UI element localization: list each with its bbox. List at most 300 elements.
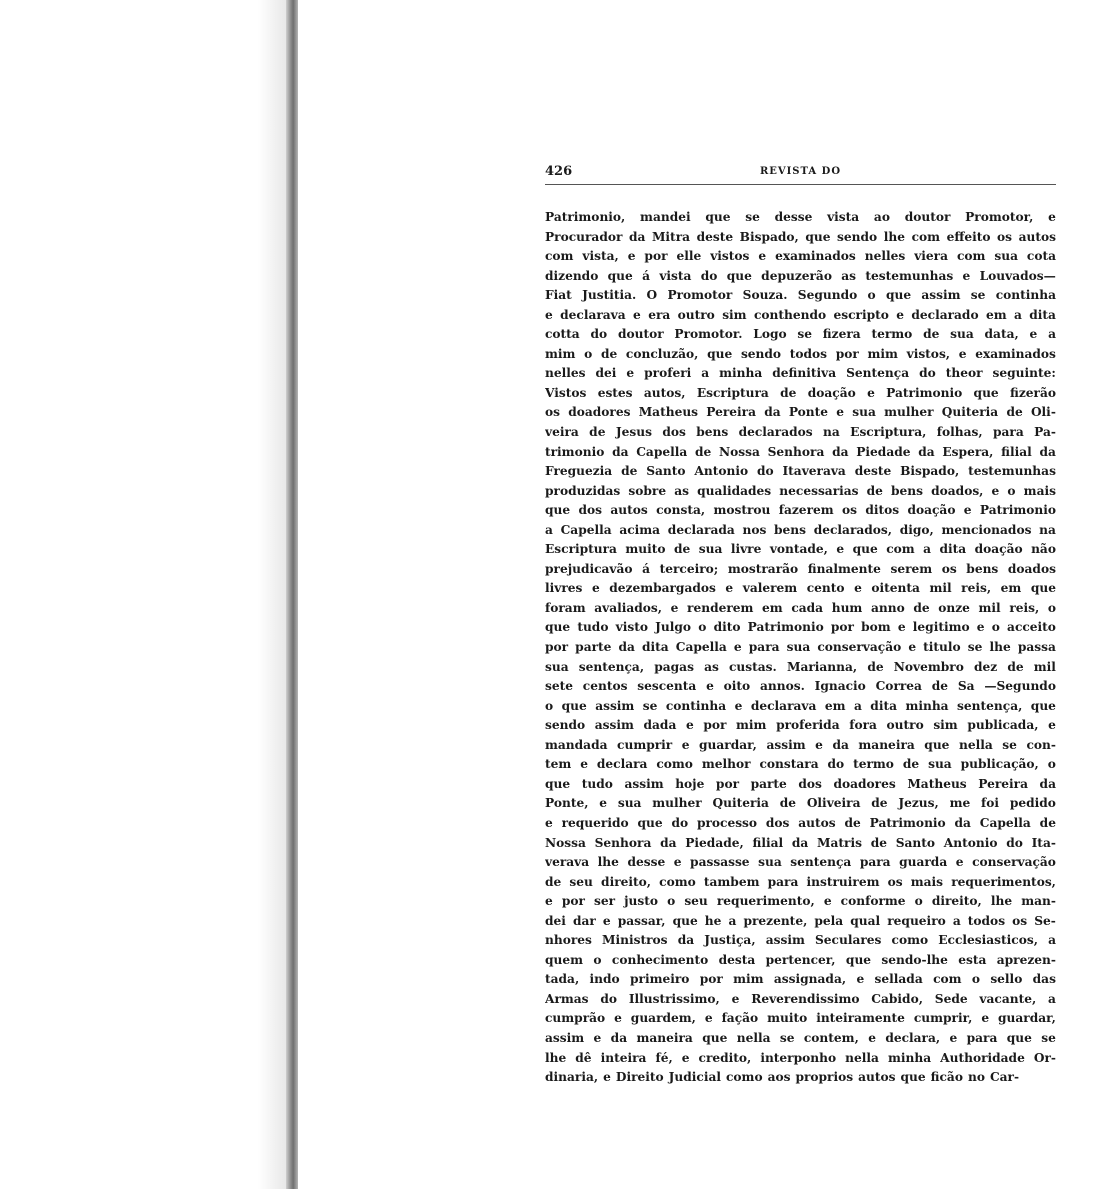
word: sua	[617, 796, 642, 811]
text-line	[545, 521, 1056, 541]
word: por	[699, 972, 723, 987]
text-line	[545, 560, 1056, 580]
word: cotta	[545, 327, 580, 342]
word: foi	[981, 796, 1000, 811]
word: e	[836, 542, 845, 557]
word: seu	[569, 874, 593, 889]
page	[545, 164, 1056, 1088]
word: doadores	[568, 405, 631, 420]
word: e	[627, 249, 636, 264]
word: annos.	[759, 679, 805, 694]
word: como	[726, 1070, 763, 1085]
word: definitiva	[772, 366, 837, 381]
word: todos	[967, 913, 1006, 928]
word: melhor	[701, 757, 751, 772]
word: a	[1048, 991, 1056, 1006]
text-line	[545, 736, 1056, 756]
word: filial	[752, 835, 784, 850]
word: muito	[767, 1011, 808, 1026]
word: autos	[610, 503, 648, 518]
word: dos	[798, 776, 822, 791]
word: dos	[765, 815, 790, 830]
word: Armas	[545, 991, 589, 1006]
word: elle	[676, 249, 702, 264]
word: conservação	[817, 640, 902, 655]
word: de	[694, 444, 712, 459]
word: assim	[766, 737, 806, 752]
word: os	[545, 405, 560, 420]
word: doados,	[931, 483, 984, 498]
word: continha	[665, 698, 727, 713]
word: e	[1048, 718, 1056, 733]
word: Direito	[615, 1070, 664, 1085]
word: nos	[742, 522, 767, 537]
word: como	[656, 757, 693, 772]
word: de	[902, 757, 920, 772]
word: declarado	[911, 307, 979, 322]
word: conforme	[840, 894, 906, 909]
word: Promotor.	[674, 327, 743, 342]
word: da	[1039, 776, 1056, 791]
word: esta	[958, 952, 987, 967]
word: declara,	[885, 1030, 941, 1045]
word: foram	[545, 600, 586, 615]
word: fizerão	[1010, 385, 1056, 400]
word: —Segundo	[984, 679, 1056, 694]
word: Ita-	[1031, 835, 1056, 850]
word: inteira	[600, 1050, 647, 1065]
word: doutor	[617, 327, 664, 342]
word: mim	[736, 718, 767, 733]
word: assim	[765, 933, 805, 948]
word: e	[962, 268, 971, 283]
word: nella	[736, 1030, 771, 1045]
word: e	[949, 1030, 958, 1045]
text-line	[545, 658, 1056, 678]
word: vacante,	[979, 991, 1037, 1006]
word: sua	[758, 855, 782, 870]
word: Ecclesiasticos,	[938, 933, 1038, 948]
word: dê	[575, 1050, 592, 1065]
word: aprezen-	[996, 952, 1056, 967]
text-line	[545, 892, 1056, 912]
word: mil	[929, 581, 952, 596]
word: renderem	[687, 600, 754, 615]
word: que	[805, 229, 831, 244]
word: dita	[642, 640, 669, 655]
word: o	[667, 894, 676, 909]
word: á	[642, 561, 651, 576]
word: das	[1032, 972, 1056, 987]
word: ficão	[930, 1070, 963, 1085]
word: Escriptura,	[850, 425, 927, 440]
word: cota	[1026, 249, 1056, 264]
word: tem	[545, 757, 572, 772]
word: Seculares	[815, 933, 882, 948]
text-line	[545, 364, 1056, 384]
word: Capella	[979, 815, 1031, 830]
word: Justitia.	[582, 288, 637, 303]
word: avaliados,	[594, 600, 663, 615]
word: autos	[1018, 229, 1056, 244]
word: escripto	[833, 307, 889, 322]
word: Or-	[1033, 1050, 1056, 1065]
word: se	[745, 210, 760, 224]
word: contem,	[803, 1030, 859, 1045]
word: Nossa	[719, 444, 760, 459]
word: vista,	[582, 249, 619, 264]
word: lhe	[883, 229, 905, 244]
word: e	[681, 737, 690, 752]
word: Sa	[957, 679, 975, 694]
word: sentença,	[957, 698, 1023, 713]
word: O	[646, 288, 658, 303]
text-line	[545, 1029, 1056, 1049]
word: declarados,	[813, 522, 893, 537]
word: Segundo	[797, 288, 858, 303]
word: requeiro	[887, 913, 946, 928]
word: Julgo	[655, 620, 692, 635]
text-line	[545, 638, 1056, 658]
word: na	[823, 425, 840, 440]
word: anno	[870, 600, 905, 615]
word: da	[660, 835, 677, 850]
text-line	[545, 951, 1056, 971]
word: sescenta	[637, 679, 697, 694]
word: Se-	[1034, 913, 1056, 928]
word: reis,	[961, 581, 992, 596]
text-line	[545, 618, 1056, 638]
word: com	[911, 229, 941, 244]
word: fação	[721, 1011, 759, 1026]
word: sendo-lhe	[881, 952, 948, 967]
word: de	[600, 346, 618, 361]
word: se	[1002, 737, 1017, 752]
word: legitimo	[912, 620, 970, 635]
word: e	[955, 855, 964, 870]
word: o	[545, 698, 554, 713]
word: primeiro	[630, 972, 690, 987]
word: e	[856, 972, 865, 987]
word: da	[791, 835, 809, 850]
word: em	[985, 307, 1007, 322]
word: passasse	[690, 855, 750, 870]
word: direito,	[601, 874, 652, 889]
word: a	[1048, 933, 1056, 948]
word: o	[991, 620, 1000, 635]
word: Louvados—	[979, 268, 1056, 283]
word: e	[908, 640, 917, 655]
word: bens	[696, 425, 729, 440]
word: mim	[733, 972, 764, 987]
word: de	[844, 815, 861, 830]
word: de	[870, 835, 887, 850]
word: Fiat	[545, 288, 572, 303]
word: pagas	[654, 659, 694, 674]
word: prejudicavão	[545, 561, 633, 576]
word: e	[981, 1011, 990, 1026]
word: e	[706, 679, 714, 694]
word: ser	[594, 894, 616, 909]
word: em	[1000, 581, 1022, 596]
word: autos	[858, 1070, 896, 1085]
word: requerimentos,	[951, 874, 1056, 889]
word: a	[952, 913, 961, 928]
word: as	[674, 483, 689, 498]
word: como	[891, 933, 929, 948]
word: doação	[807, 385, 856, 400]
word: da	[832, 737, 849, 752]
word: conthendo	[753, 307, 827, 322]
word: minha	[887, 1050, 932, 1065]
word: que	[545, 776, 571, 791]
word: interponho	[760, 1050, 837, 1065]
word: e	[731, 991, 740, 1006]
word: da	[918, 444, 935, 459]
word: conhecimento	[611, 952, 709, 967]
word: e	[545, 894, 553, 909]
word: consta,	[656, 503, 706, 518]
book-gutter-shadow	[258, 0, 288, 1189]
word: vista	[659, 268, 692, 283]
word: cada	[791, 600, 824, 615]
word: por	[545, 640, 569, 655]
text-line	[545, 873, 1056, 893]
word: em	[824, 698, 846, 713]
text-line	[545, 228, 1056, 248]
word: Jesus	[615, 425, 652, 440]
word: da	[1039, 444, 1056, 459]
word: que	[672, 913, 698, 928]
word: Capella	[675, 640, 727, 655]
word: Escriptura	[545, 542, 617, 557]
word: mulher	[652, 796, 702, 811]
word: declara	[596, 757, 648, 772]
word: mais	[910, 874, 944, 889]
word: desta	[718, 952, 756, 967]
text-line	[545, 501, 1056, 521]
word: da	[612, 444, 629, 459]
word: Capella	[560, 522, 612, 537]
word: de	[923, 327, 940, 342]
word: justo	[624, 894, 659, 909]
word: Antonio	[943, 835, 998, 850]
text-line	[545, 853, 1056, 873]
word: e	[725, 581, 734, 596]
word: por	[644, 249, 668, 264]
word: livres	[545, 581, 583, 596]
word: se	[797, 327, 813, 342]
word: oitenta	[871, 581, 920, 596]
word: Quiteria	[941, 405, 999, 420]
word: instruirem	[806, 874, 880, 889]
word: acima	[619, 522, 661, 537]
word: sendo	[740, 346, 782, 361]
word: Ministros	[602, 933, 668, 948]
word: tambem	[703, 874, 760, 889]
word: para	[966, 1030, 998, 1045]
word: que	[637, 815, 663, 830]
word: guarda	[899, 855, 948, 870]
word: e	[958, 346, 967, 361]
text-line	[545, 423, 1056, 443]
word: viera	[914, 249, 948, 264]
word: parte	[575, 640, 612, 655]
word: as	[841, 268, 857, 283]
text-line	[545, 403, 1056, 423]
word: Patrimonio	[979, 503, 1056, 518]
word: Espera,	[942, 444, 994, 459]
word: dezembargados	[609, 581, 716, 596]
word: man-	[1021, 894, 1056, 909]
word: Patrimonio	[869, 815, 946, 830]
page-number: 426	[545, 164, 573, 179]
word: sete	[545, 679, 573, 694]
word: vistos,	[906, 346, 951, 361]
word: do	[756, 464, 774, 479]
text-line	[545, 814, 1056, 834]
word: Freguezia	[545, 464, 613, 479]
word: que	[1006, 1030, 1032, 1045]
word: processo	[696, 815, 758, 830]
word: o	[1047, 600, 1056, 615]
word: Bispado,	[739, 229, 799, 244]
text-line	[545, 345, 1056, 365]
text-line	[545, 579, 1056, 599]
word: nelles	[545, 366, 586, 381]
word: que	[1030, 581, 1056, 596]
word: lhe	[990, 894, 1013, 909]
word: o	[914, 894, 923, 909]
word: e	[580, 757, 588, 772]
word: com	[886, 542, 915, 557]
word: era	[648, 307, 671, 322]
word: inteiramente	[816, 1011, 905, 1026]
word: pertencer,	[765, 952, 836, 967]
word: e	[823, 894, 832, 909]
word: que	[924, 737, 950, 752]
word: de	[1007, 659, 1024, 674]
word: Justiça,	[704, 933, 756, 948]
word: dito	[713, 620, 741, 635]
word: assim	[545, 1030, 585, 1045]
word: maneira	[858, 737, 915, 752]
word: passa	[1017, 640, 1056, 655]
word: e	[733, 640, 742, 655]
word: mim	[867, 346, 898, 361]
word: pedido	[1009, 796, 1056, 811]
word: que	[707, 346, 733, 361]
text-line	[545, 1049, 1056, 1069]
word: dar	[572, 913, 596, 928]
word: Correa	[875, 679, 922, 694]
word: tudo	[581, 776, 613, 791]
word: e	[633, 307, 641, 322]
word: Reverendissimo	[751, 991, 860, 1006]
word: termo	[871, 327, 913, 342]
word: dez	[973, 659, 998, 674]
word: deste	[854, 464, 892, 479]
word: sua	[698, 542, 723, 557]
word: a	[1048, 327, 1056, 342]
word: Quiteria	[712, 796, 769, 811]
word: de	[621, 464, 638, 479]
word: com	[956, 249, 986, 264]
word: sua	[994, 249, 1018, 264]
word: vontade,	[769, 542, 828, 557]
word: credito,	[698, 1050, 752, 1065]
word: examinados	[975, 346, 1056, 361]
word: e	[593, 1030, 602, 1045]
word: sua	[545, 659, 569, 674]
word: guardar,	[699, 737, 757, 752]
text-line	[545, 794, 1056, 814]
word: dos	[578, 503, 602, 518]
word: prezente,	[743, 913, 808, 928]
word: que	[705, 210, 731, 224]
word: serem	[890, 561, 933, 576]
word: sendo	[545, 718, 586, 733]
word: e	[836, 405, 845, 420]
word: dada	[643, 718, 677, 733]
word: sendo	[837, 229, 878, 244]
text-line	[545, 1009, 1056, 1029]
word: Senhora	[594, 835, 652, 850]
word: aos	[767, 1070, 791, 1085]
word: para	[767, 874, 799, 889]
word: Patrimonio	[886, 385, 963, 400]
word: autos	[798, 815, 836, 830]
word: o	[1007, 483, 1016, 498]
word: assignada,	[773, 972, 847, 987]
word: bens	[891, 483, 924, 498]
word: publicada,	[967, 718, 1039, 733]
word: com	[933, 972, 962, 987]
word: Pereira	[978, 776, 1028, 791]
word: e	[681, 1050, 690, 1065]
word: e	[704, 1011, 713, 1026]
word: de	[913, 600, 930, 615]
word: por	[830, 620, 854, 635]
word: de	[589, 425, 606, 440]
word: do	[600, 991, 617, 1006]
text-line	[545, 247, 1056, 267]
word: Oli-	[1030, 405, 1056, 420]
word: vistos	[710, 249, 750, 264]
word: Procurador	[545, 229, 623, 244]
word: se	[970, 288, 986, 303]
word: e	[976, 620, 985, 635]
word: com	[545, 249, 574, 264]
word: mostrou	[713, 503, 771, 518]
word: por	[561, 894, 585, 909]
word: do	[671, 815, 689, 830]
word: proferida	[776, 718, 840, 733]
text-line	[545, 443, 1056, 463]
word: livre	[730, 542, 762, 557]
word: declarada	[667, 522, 735, 537]
word: os	[941, 561, 957, 576]
word: doadores	[833, 776, 896, 791]
word: Patrimonio,	[545, 210, 626, 224]
word: as	[704, 659, 719, 674]
word: me	[949, 796, 971, 811]
word: Souza.	[742, 288, 788, 303]
word: mostrarão	[727, 561, 799, 576]
word: Jezus,	[898, 796, 939, 811]
word: requerimento,	[716, 894, 815, 909]
word: tudo	[577, 620, 609, 635]
